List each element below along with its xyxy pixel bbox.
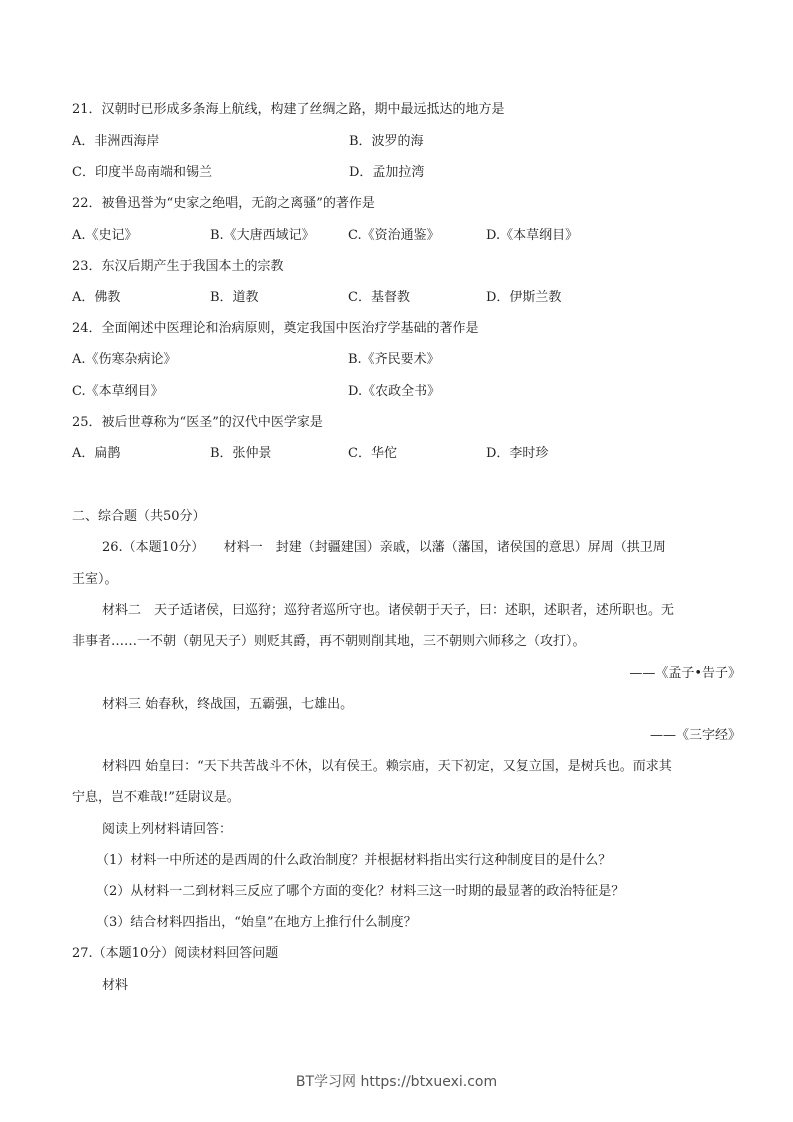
question-21-option-d: D．孟加拉湾 bbox=[349, 165, 425, 180]
question-21-option-b: B．波罗的海 bbox=[349, 134, 424, 149]
question-21-option-a: A．非洲西海岸 bbox=[72, 134, 160, 149]
question-27-material-label: 材料 bbox=[102, 978, 129, 993]
question-22-option-b: B.《大唐西域记》 bbox=[210, 228, 315, 243]
question-27-head: 27.（本题10分）阅读材料回答问题 bbox=[72, 946, 279, 961]
question-23-option-c: C．基督教 bbox=[348, 290, 410, 305]
footer-watermark: BT学习网 https://btxuexi.com bbox=[295, 1074, 498, 1090]
question-22-stem: 22．被鲁迅誉为“史家之绝唱，无韵之离骚”的著作是 bbox=[72, 196, 375, 211]
question-26-sub-2: （2）从材料一二到材料三反应了哪个方面的变化？材料三这一时期的最显著的政治特征是？ bbox=[96, 884, 625, 899]
question-25-option-b: B．张仲景 bbox=[210, 446, 272, 461]
question-26-sub-3: （3）结合材料四指出，“始皇”在地方上推行什么制度？ bbox=[96, 915, 417, 930]
question-21-option-c: C．印度半岛南端和锡兰 bbox=[72, 165, 212, 180]
question-24-option-a: A.《伤寒杂病论》 bbox=[72, 352, 177, 367]
question-24-option-d: D.《农政全书》 bbox=[348, 384, 441, 399]
question-26-material-2-line-1: 材料二 天子适诸侯，曰巡狩；巡狩者巡所守也。诸侯朝于天子，曰：述职，述职者，述所职也。无 bbox=[102, 603, 675, 618]
question-24-stem: 24．全面阐述中医理论和治病原则，奠定我国中医治疗学基础的著作是 bbox=[72, 321, 479, 336]
question-26-material-1-line-2: 王室）。 bbox=[72, 572, 118, 587]
question-24-option-c: C.《本草纲目》 bbox=[72, 384, 164, 399]
question-22-option-a: A.《史记》 bbox=[72, 228, 138, 243]
question-26-material-2-source: ——《孟子•告子》 bbox=[629, 666, 741, 681]
question-26-material-4-line-1: 材料四 始皇曰：“天下共苦战斗不休，以有侯王。赖宗庙，天下初定，又复立国，是树兵也。而求其 bbox=[102, 759, 672, 774]
question-26-prompt: 阅读上列材料请回答： bbox=[102, 822, 233, 837]
question-26-material-3: 材料三 始春秋，终战国，五霸强，七雄出。 bbox=[102, 697, 354, 712]
question-25-stem: 25．被后世尊称为“医圣”的汉代中医学家是 bbox=[72, 415, 323, 430]
question-26-material-3-source: ——《三字经》 bbox=[649, 728, 741, 743]
question-23-stem: 23．东汉后期产生于我国本土的宗教 bbox=[72, 259, 284, 274]
question-21-stem: 21．汉朝时已形成多条海上航线，构建了丝绸之路，期中最远抵达的地方是 bbox=[72, 102, 505, 117]
question-25-option-c: C．华佗 bbox=[348, 446, 397, 461]
question-26-material-2-line-2: 非事者……一不朝（朝见天子）则贬其爵，再不朝则削其地，三不朝则六师移之（攻打）。 bbox=[72, 634, 586, 649]
question-25-option-a: A．扁鹊 bbox=[72, 446, 121, 461]
question-23-option-d: D．伊斯兰教 bbox=[486, 290, 562, 305]
question-22-option-c: C.《资治通鉴》 bbox=[348, 228, 440, 243]
question-26-sub-1: （1）材料一中所述的是西周的什么政治制度？并根据材料指出实行这种制度目的是什么？ bbox=[96, 853, 612, 868]
question-23-option-a: A．佛教 bbox=[72, 290, 121, 305]
question-26-material-1-line-1: 26.（本题10分） 材料一 封建（封疆建国）亲戚，以藩（藩国，诸侯国的意思）屏周（拱卫周 bbox=[102, 540, 666, 555]
section-2-title: 二、综合题（共50分） bbox=[72, 509, 206, 524]
question-23-option-b: B．道教 bbox=[210, 290, 259, 305]
question-25-option-d: D．李时珍 bbox=[486, 446, 549, 461]
question-24-option-b: B.《齐民要术》 bbox=[348, 352, 440, 367]
question-22-option-d: D.《本草纲目》 bbox=[486, 228, 579, 243]
question-26-material-4-line-2: 宁息，岂不难哉!”廷尉议是。 bbox=[72, 790, 240, 805]
